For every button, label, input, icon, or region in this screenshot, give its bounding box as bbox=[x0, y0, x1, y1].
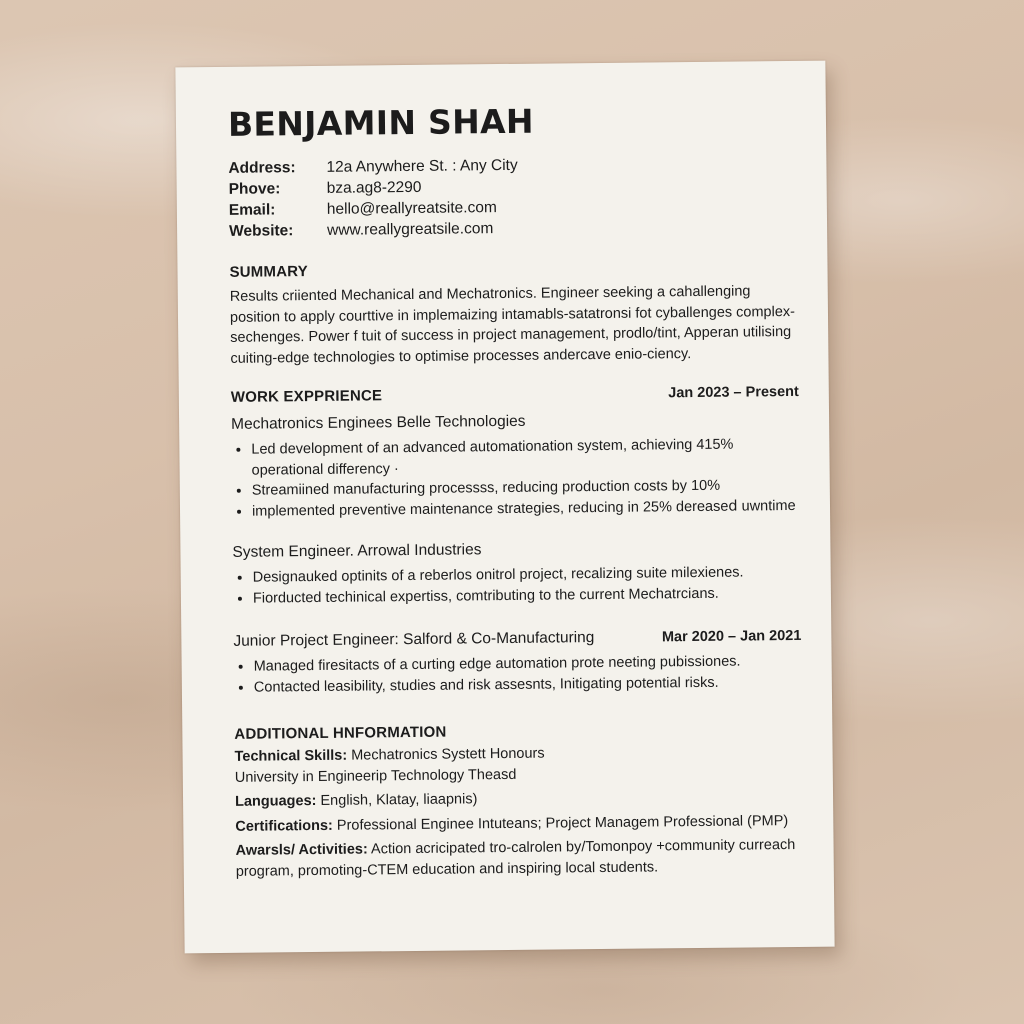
technical-skills-line bbox=[234, 741, 802, 788]
job-bullet: • Fiorducted techinical expertiss, comtributing to the current Mechatrcians. bbox=[253, 583, 801, 609]
email-label: Email: bbox=[228, 201, 276, 220]
website-value: www.reallygreatsile.com bbox=[327, 220, 494, 240]
awards-label: Awarsls/ Activities: bbox=[235, 841, 368, 860]
languages-label: Languages: bbox=[234, 793, 317, 811]
work-section bbox=[231, 383, 802, 698]
work-title: WORK EXPPRIENCE bbox=[230, 387, 383, 407]
additional-section bbox=[234, 720, 804, 882]
languages-value: English, Klatay, liaapnis) bbox=[320, 791, 478, 810]
additional-title: ADDITIONAL HNFORMATION bbox=[234, 723, 447, 744]
technical-skills-value: Mechatronics Systett Honours bbox=[351, 745, 545, 764]
address-label: Address: bbox=[228, 159, 296, 178]
technical-skills-label: Technical Skills: bbox=[234, 747, 348, 766]
job-bullet: • implemented preventive maintenance strategies, reducing in 25% derease𝖽 uwntime bbox=[252, 496, 800, 522]
job-title: Mechatronics Enginees Belle Technologies bbox=[231, 413, 526, 434]
address-value: 12a Anywhere St. : Any City bbox=[326, 157, 518, 177]
technical-skills-extra: University in Engineerip Technology Theasd bbox=[234, 766, 517, 786]
job-bullet: • Designauked optinits of a reberlos onitrol project, recalizing suite milexienes. bbox=[253, 562, 801, 588]
job-entry bbox=[231, 410, 800, 522]
job-bullet: • Contacted leasibility, studies and risk assesnts, Initigating potential risks. bbox=[254, 672, 802, 698]
job-bullet: • Led development of an advanced automationation system, achieving 415% operational differency · bbox=[251, 434, 799, 481]
languages-line bbox=[235, 786, 803, 812]
contact-block bbox=[228, 153, 797, 242]
job-header bbox=[233, 627, 801, 651]
summary-section bbox=[229, 258, 798, 369]
job-entry bbox=[233, 627, 802, 698]
job-title: System Engineer. Arrowal Industries bbox=[232, 541, 482, 562]
awards-line bbox=[235, 835, 803, 882]
phone-value: bza.ag8-2290 bbox=[326, 179, 422, 198]
resume-name: BENJAMIN SHAH bbox=[227, 101, 534, 144]
job-bullet: • Managed firesitacts of a curting edge automation prote neeting pubissiones. bbox=[254, 651, 802, 677]
job-bullets bbox=[231, 434, 800, 522]
job-date: Mar 2020 – Jan 2021 bbox=[661, 628, 802, 646]
job-entry bbox=[232, 538, 801, 609]
work-header bbox=[231, 383, 799, 406]
email-value: hello@reallyreatsite.com bbox=[326, 199, 497, 219]
job-title: Junior Project Engineer: Salford & Co-Manufacturing bbox=[233, 629, 595, 651]
summary-title: SUMMARY bbox=[229, 263, 308, 282]
job-bullets bbox=[233, 562, 801, 609]
resume-paper bbox=[175, 61, 834, 954]
certifications-line bbox=[235, 811, 803, 837]
summary-text: Results criiented Mechanical and Mechatronics. Engineer seeking a cahallenging position to apply courttive in implemaizing intamabls-satatronsi fot cyballenges complex-sechenges. Power f tuit of success in project management, prodlo/tint, Apperan utilising cuiting-edge technologies to optimise processes andercave enio-ciency. bbox=[229, 283, 796, 367]
phone-label: Phove: bbox=[228, 180, 281, 199]
awards-value: Action acricipated tro-calrolen by/Tomonpoy +community curreach program, promoting-CTEM education and inspiring local students. bbox=[235, 837, 796, 880]
job-date: Jan 2023 – Present bbox=[668, 384, 799, 402]
certifications-value: Professional Enginee Intuteans; Project Managem Professional (PMP) bbox=[336, 812, 789, 834]
job-bullets bbox=[234, 651, 802, 698]
job-bullet: • Streamiined manufacturing processss, reducing production costs by 10% bbox=[252, 475, 800, 501]
certifications-label: Certifications: bbox=[235, 817, 333, 835]
website-label: Website: bbox=[229, 222, 294, 241]
